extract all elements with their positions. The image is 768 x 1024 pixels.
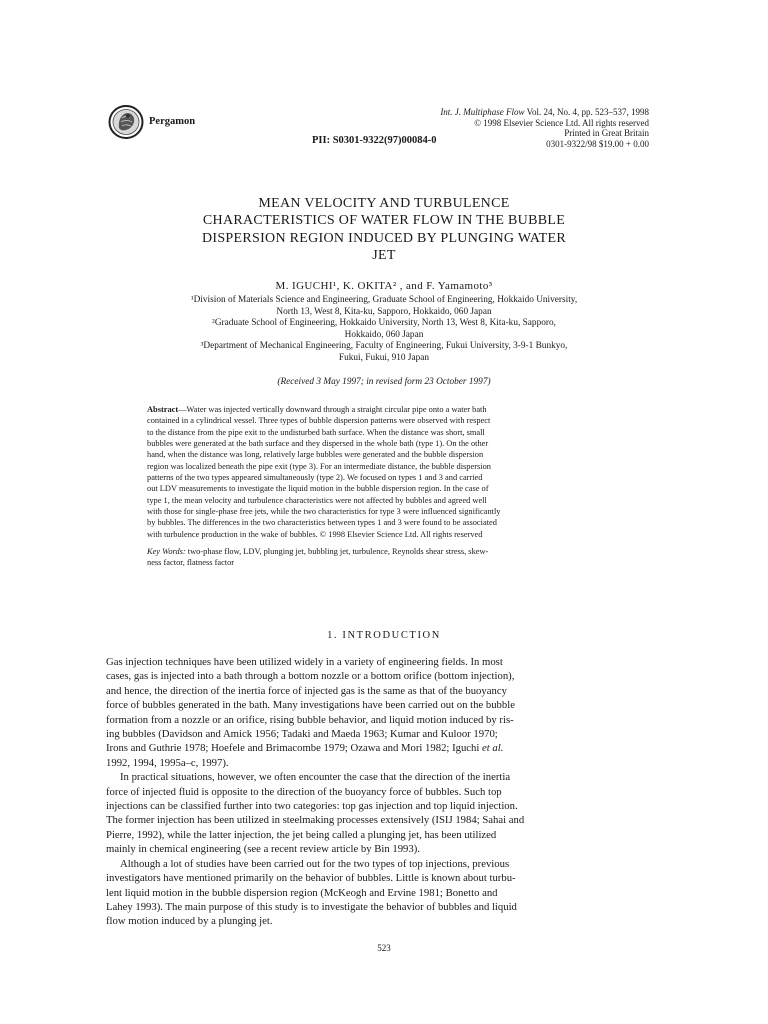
article-title — [140, 195, 628, 265]
abstract-line: by bubbles. The differences in the two characteristics between types 1 and 3 were found to be associated — [147, 518, 497, 528]
paragraph-line: force of bubbles generated in the bath. Many investigations have been carried out on the bubble — [106, 699, 515, 712]
pii-identifier: PII: S0301-9322(97)00084-0 — [312, 135, 437, 146]
et-al-italic: et al. — [482, 742, 504, 755]
keywords-line — [147, 546, 621, 557]
paragraph-line: cases, gas is injected into a bath through a bottom nozzle or a bottom orifice (bottom injection), — [106, 670, 515, 683]
abstract — [147, 404, 621, 540]
affiliations — [0, 295, 768, 364]
journal-citation — [440, 107, 649, 149]
abstract-first-line: —Water was injected vertically downward through a straight circular pipe onto a water bath — [178, 405, 487, 414]
paragraph-line: force of injected fluid is opposite to the direction of the buoyancy force of bubbles. Such top — [106, 785, 502, 798]
printed-location: Printed in Great Britain — [564, 128, 649, 139]
paragraph-line: lent liquid motion in the bubble dispersion region (McKeogh and Ervine 1981; Bonetto and — [106, 886, 498, 899]
affiliation-line: North 13, West 8, Kita-ku, Sapporo, Hokkaido, 060 Japan — [276, 306, 492, 317]
keywords-first-line: two-phase flow, LDV, plunging jet, bubbling jet, turbulence, Reynolds shear stress, skew- — [185, 547, 489, 556]
publisher-name: Pergamon — [149, 116, 196, 127]
publisher-logo — [108, 104, 144, 140]
paragraph-line: formation from a nozzle or an orifice, rising bubble behavior, and liquid motion induced by ris- — [106, 713, 514, 726]
keywords — [147, 546, 621, 569]
abstract-line: with turbulence production in the wake of bubbles. © 1998 Elsevier Science Ltd. All rights reserved — [147, 529, 483, 539]
abstract-line — [147, 404, 621, 415]
abstract-line: to the distance from the pipe exit to the undisturbed bath surface. When the distance was short, small — [147, 427, 485, 437]
journal-title: Int. J. Multiphase Flow — [440, 107, 525, 117]
abstract-line: with those for single-phase free jets, while the two characteristics for type 3 were influenced significantly — [147, 507, 501, 517]
abstract-line: bubbles were generated at the bath surface and they dispersed in the whole bath (type 1). On the other — [147, 439, 489, 449]
paragraph-line: Pierre, 1992), while the latter injection, the jet being called a plunging jet, has been utilized — [106, 828, 497, 841]
abstract-line: contained in a cylindrical vessel. Three types of bubble dispersion patterns were observed with respect — [147, 416, 491, 426]
affiliation-line: ¹Division of Materials Science and Engineering, Graduate School of Engineering, Hokkaido University, — [190, 295, 578, 305]
abstract-label: Abstract — [147, 405, 179, 414]
paragraph-line: In practical situations, however, we often encounter the case that the direction of the inertia — [120, 771, 511, 784]
author-list: M. IGUCHI¹, K. OKITA² , and F. Yamamoto³ — [275, 280, 493, 292]
title-line: JET — [372, 248, 396, 264]
title-line: CHARACTERISTICS OF WATER FLOW IN THE BUBBLE — [202, 213, 566, 229]
paragraph-line: ing bubbles (Davidson and Amick 1956; Tadaki and Maeda 1963; Kumar and Kuloor 1970; — [106, 728, 498, 741]
paragraph-text: Irons and Guthrie 1978; Hoefele and Brimacombe 1979; Ozawa and Mori 1982; Iguchi — [106, 742, 483, 755]
paragraph-line: and hence, the direction of the inertia force of injected gas is the same as that of the buoyancy — [106, 684, 507, 697]
copyright-notice: © 1998 Elsevier Science Ltd. All rights reserved — [474, 117, 649, 128]
abstract-line: region was localized beneath the pipe exit (type 3). For an intermediate distance, the bubble dispersion — [147, 461, 491, 471]
paragraph-line: investigators have mentioned primarily on the behavior of bubbles. Little is known about turbu- — [106, 872, 516, 885]
affiliation-line: Hokkaido, 060 Japan — [344, 329, 424, 340]
paragraph-line: The former injection has been utilized in steelmaking processes extensively (ISIJ 1984; Sahai and — [106, 814, 525, 827]
page-number: 523 — [377, 943, 391, 953]
paragraph-line: 1992, 1994, 1995a–c, 1997). — [106, 756, 229, 769]
paragraph-line: Gas injection techniques have been utilized widely in a variety of engineering fields. In most — [106, 656, 503, 668]
keywords-line: ness factor, flatness factor — [147, 558, 235, 568]
abstract-line: patterns of the two types appeared simultaneously (type 2). We focused on types 1 and 3 and carried — [147, 473, 483, 483]
affiliation-line: ²Graduate School of Engineering, Hokkaido University, North 13, West 8, Kita-ku, Sapporo, — [212, 318, 556, 328]
section-heading: 1. INTRODUCTION — [327, 630, 441, 641]
paragraph-line: mainly in chemical engineering (see a recent review article by Bin 1993). — [106, 843, 420, 856]
introduction-body — [106, 655, 652, 929]
affiliation-line: Fukui, Fukui, 910 Japan — [338, 352, 430, 363]
citation-line — [440, 107, 649, 118]
received-dates: (Received 3 May 1997; in revised form 23 October 1997) — [277, 377, 491, 387]
abstract-line: out LDV measurements to investigate the liquid motion in the bubble dispersion region. In the case of — [147, 484, 489, 494]
issn-price: 0301-9322/98 $19.00 + 0.00 — [546, 138, 649, 149]
abstract-line: hand, when the distance was long, relatively large bubbles were generated and the bubble dispersion — [147, 450, 484, 460]
affiliation-line: ³Department of Mechanical Engineering, Faculty of Engineering, Fukui University, 3-9-1 Bunkyo, — [200, 341, 568, 351]
paragraph-line: flow motion induced by a plunging jet. — [106, 915, 273, 928]
paragraph-line: injections can be classified further into two categories: top gas injection and top liquid injection. — [106, 800, 518, 813]
journal-volume-pages: Vol. 24, No. 4, pp. 523–537, 1998 — [526, 107, 649, 117]
paragraph-line: Although a lot of studies have been carried out for the two types of top injections, previous — [120, 857, 510, 870]
title-line: DISPERSION REGION INDUCED BY PLUNGING WATER — [201, 230, 567, 246]
keywords-label: Key Words: — [147, 547, 186, 556]
abstract-line: type 1, the mean velocity and turbulence characteristics were not affected by bubbles and agreed well — [147, 495, 487, 505]
title-line: MEAN VELOCITY AND TURBULENCE — [258, 196, 510, 211]
paragraph-line: Lahey 1993). The main purpose of this study is to investigate the behavior of bubbles and liquid — [106, 900, 517, 913]
paragraph-line — [106, 741, 652, 755]
